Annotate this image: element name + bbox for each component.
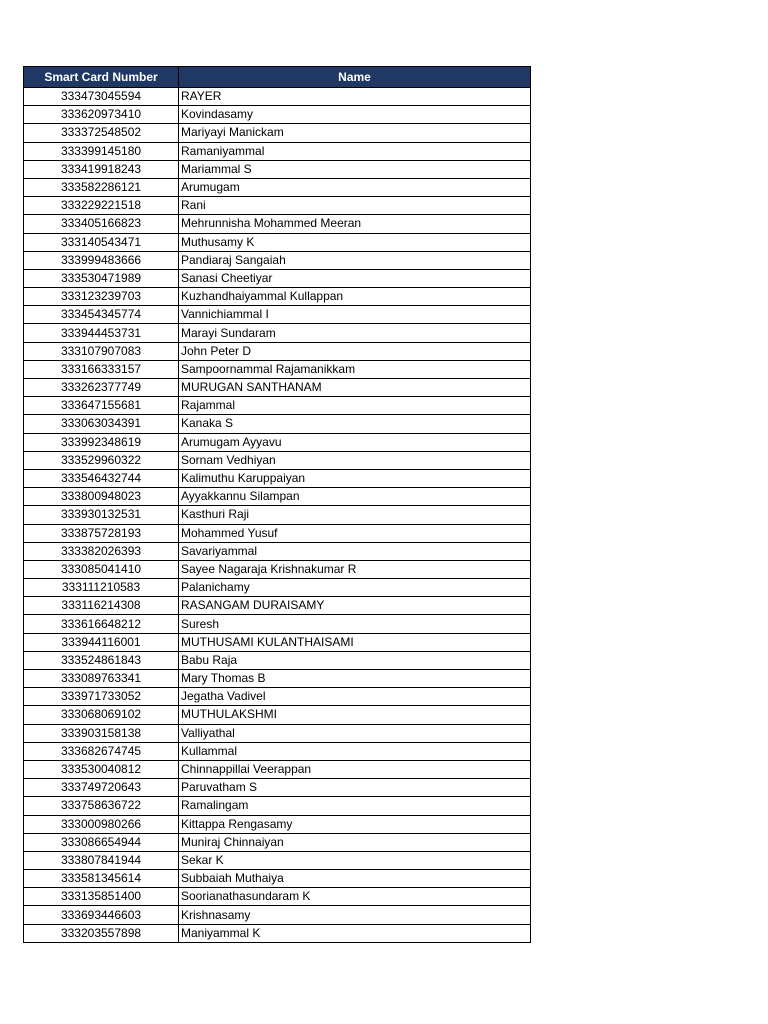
- table-row: [24, 324, 531, 342]
- smart-card-number-cell[interactable]: 333749720643: [24, 779, 179, 797]
- name-cell[interactable]: Kalimuthu Karuppaiyan: [179, 469, 531, 487]
- smart-card-number-cell[interactable]: 333111210583: [24, 579, 179, 597]
- name-cell[interactable]: Mehrunnisha Mohammed Meeran: [179, 215, 531, 233]
- name-cell[interactable]: Mariyayi Manickam: [179, 124, 531, 142]
- name-cell[interactable]: Kuzhandhaiyammal Kullappan: [179, 288, 531, 306]
- name-cell[interactable]: Subbaiah Muthaiya: [179, 870, 531, 888]
- smart-card-number-cell[interactable]: 333419918243: [24, 160, 179, 178]
- smart-card-number-cell[interactable]: 333116214308: [24, 597, 179, 615]
- table-row: [24, 670, 531, 688]
- smart-card-number-cell[interactable]: 333992348619: [24, 433, 179, 451]
- table-row: [24, 469, 531, 487]
- table-row: [24, 760, 531, 778]
- smart-card-number-cell[interactable]: 333399145180: [24, 142, 179, 160]
- smart-card-number-cell[interactable]: 333000980266: [24, 815, 179, 833]
- name-cell[interactable]: Sekar K: [179, 851, 531, 869]
- name-cell[interactable]: Pandiaraj Sangaiah: [179, 251, 531, 269]
- table-row: [24, 506, 531, 524]
- table-row: [24, 924, 531, 942]
- smart-card-number-cell[interactable]: 333693446603: [24, 906, 179, 924]
- name-cell[interactable]: Valliyathal: [179, 724, 531, 742]
- name-cell[interactable]: Savariyammal: [179, 542, 531, 560]
- smart-card-number-cell[interactable]: 333089763341: [24, 670, 179, 688]
- name-cell[interactable]: Sampoornammal Rajamanikkam: [179, 360, 531, 378]
- name-cell[interactable]: Babu Raja: [179, 651, 531, 669]
- table-row: [24, 360, 531, 378]
- header-row: [24, 67, 531, 88]
- smart-card-number-cell[interactable]: 333903158138: [24, 724, 179, 742]
- name-cell[interactable]: Muthusamy K: [179, 233, 531, 251]
- smart-card-number-cell[interactable]: 333372548502: [24, 124, 179, 142]
- table-row: [24, 906, 531, 924]
- smart-card-number-cell[interactable]: 333944453731: [24, 324, 179, 342]
- name-cell[interactable]: Mohammed Yusuf: [179, 524, 531, 542]
- table-row: [24, 160, 531, 178]
- smart-card-number-cell[interactable]: 333140543471: [24, 233, 179, 251]
- name-cell[interactable]: Palanichamy: [179, 579, 531, 597]
- name-cell[interactable]: John Peter D: [179, 342, 531, 360]
- table-row: [24, 870, 531, 888]
- smart-card-number-cell[interactable]: 333647155681: [24, 397, 179, 415]
- name-cell[interactable]: Paruvatham S: [179, 779, 531, 797]
- table-row: [24, 197, 531, 215]
- smart-card-number-cell[interactable]: 333807841944: [24, 851, 179, 869]
- name-cell[interactable]: MUTHULAKSHMI: [179, 706, 531, 724]
- table-row: [24, 888, 531, 906]
- table-row: [24, 779, 531, 797]
- table-row: [24, 397, 531, 415]
- smart-card-number-cell[interactable]: 333800948023: [24, 488, 179, 506]
- table-row: [24, 142, 531, 160]
- name-cell[interactable]: Rajammal: [179, 397, 531, 415]
- name-cell[interactable]: Marayi Sundaram: [179, 324, 531, 342]
- smart-card-number-cell[interactable]: 333166333157: [24, 360, 179, 378]
- name-cell[interactable]: Maniyammal K: [179, 924, 531, 942]
- name-cell[interactable]: Sayee Nagaraja Krishnakumar R: [179, 560, 531, 578]
- name-cell[interactable]: Ramalingam: [179, 797, 531, 815]
- smart-card-number-cell[interactable]: 333875728193: [24, 524, 179, 542]
- table-row: [24, 342, 531, 360]
- table-row: [24, 215, 531, 233]
- smart-card-number-cell[interactable]: 333203557898: [24, 924, 179, 942]
- smart-card-number-cell[interactable]: 333616648212: [24, 615, 179, 633]
- name-cell[interactable]: Suresh: [179, 615, 531, 633]
- smart-card-number-cell[interactable]: 333999483666: [24, 251, 179, 269]
- name-cell[interactable]: Ramaniyammal: [179, 142, 531, 160]
- smart-card-number-cell[interactable]: 333382026393: [24, 542, 179, 560]
- name-cell[interactable]: Krishnasamy: [179, 906, 531, 924]
- table-row: [24, 288, 531, 306]
- table-row: [24, 433, 531, 451]
- smart-card-number-cell[interactable]: 333107907083: [24, 342, 179, 360]
- smart-card-number-cell[interactable]: 333123239703: [24, 288, 179, 306]
- name-cell[interactable]: Rani: [179, 197, 531, 215]
- name-cell[interactable]: Sanasi Cheetiyar: [179, 269, 531, 287]
- table-row: [24, 451, 531, 469]
- table-row: [24, 124, 531, 142]
- table-row: [24, 88, 531, 106]
- smart-card-number-cell[interactable]: 333582286121: [24, 178, 179, 196]
- name-cell[interactable]: Kanaka S: [179, 415, 531, 433]
- table-row: [24, 633, 531, 651]
- table-row: [24, 651, 531, 669]
- smart-card-number-cell[interactable]: 333262377749: [24, 379, 179, 397]
- table-row: [24, 597, 531, 615]
- name-cell[interactable]: Ayyakkannu Silampan: [179, 488, 531, 506]
- table-row: [24, 106, 531, 124]
- table-body: [24, 88, 531, 943]
- table-row: [24, 233, 531, 251]
- smart-card-number-cell[interactable]: 333063034391: [24, 415, 179, 433]
- smart-card-number-cell[interactable]: 333454345774: [24, 306, 179, 324]
- table-row: [24, 306, 531, 324]
- smart-card-number-cell[interactable]: 333581345614: [24, 870, 179, 888]
- smart-card-number-cell[interactable]: 333085041410: [24, 560, 179, 578]
- table-row: [24, 178, 531, 196]
- name-cell[interactable]: Soorianathasundaram K: [179, 888, 531, 906]
- smart-card-number-cell[interactable]: 333620973410: [24, 106, 179, 124]
- table-row: [24, 815, 531, 833]
- table-row: [24, 851, 531, 869]
- smart-card-number-cell[interactable]: 333530471989: [24, 269, 179, 287]
- table-row: [24, 488, 531, 506]
- name-cell[interactable]: Kovindasamy: [179, 106, 531, 124]
- smart-card-number-cell[interactable]: 333405166823: [24, 215, 179, 233]
- name-cell[interactable]: RAYER: [179, 88, 531, 106]
- name-cell[interactable]: Mary Thomas B: [179, 670, 531, 688]
- smart-card-number-cell[interactable]: 333530040812: [24, 760, 179, 778]
- smart-card-number-cell[interactable]: 333086654944: [24, 833, 179, 851]
- smart-card-number-cell[interactable]: 333229221518: [24, 197, 179, 215]
- name-cell[interactable]: Muniraj Chinnaiyan: [179, 833, 531, 851]
- name-cell[interactable]: Arumugam Ayyavu: [179, 433, 531, 451]
- table-row: [24, 379, 531, 397]
- table-row: [24, 415, 531, 433]
- name-cell[interactable]: Chinnappillai Veerappan: [179, 760, 531, 778]
- name-cell[interactable]: Vannichiammal I: [179, 306, 531, 324]
- spreadsheet: [23, 66, 530, 943]
- name-cell[interactable]: Jegatha Vadivel: [179, 688, 531, 706]
- table-row: [24, 724, 531, 742]
- name-cell[interactable]: MURUGAN SANTHANAM: [179, 379, 531, 397]
- smart-card-number-cell[interactable]: 333529960322: [24, 451, 179, 469]
- table-row: [24, 797, 531, 815]
- smart-card-number-cell[interactable]: 333944116001: [24, 633, 179, 651]
- name-cell[interactable]: MUTHUSAMI KULANTHAISAMI: [179, 633, 531, 651]
- table-row: [24, 742, 531, 760]
- name-cell[interactable]: Kasthuri Raji: [179, 506, 531, 524]
- table-row: [24, 524, 531, 542]
- table-row: [24, 269, 531, 287]
- name-cell[interactable]: RASANGAM DURAISAMY: [179, 597, 531, 615]
- table-row: [24, 560, 531, 578]
- table-row: [24, 615, 531, 633]
- name-cell[interactable]: Arumugam: [179, 178, 531, 196]
- name-cell[interactable]: Mariammal S: [179, 160, 531, 178]
- smart-card-number-cell[interactable]: 333758636722: [24, 797, 179, 815]
- table-row: [24, 706, 531, 724]
- table-row: [24, 579, 531, 597]
- name-cell[interactable]: Kullammal: [179, 742, 531, 760]
- table-row: [24, 688, 531, 706]
- header-name: Name: [179, 67, 531, 88]
- smart-card-number-cell[interactable]: 333068069102: [24, 706, 179, 724]
- name-cell[interactable]: Kittappa Rengasamy: [179, 815, 531, 833]
- table-row: [24, 251, 531, 269]
- smart-card-number-cell[interactable]: 333682674745: [24, 742, 179, 760]
- name-cell[interactable]: Sornam Vedhiyan: [179, 451, 531, 469]
- smart-card-number-cell[interactable]: 333971733052: [24, 688, 179, 706]
- smart-card-number-cell[interactable]: 333135851400: [24, 888, 179, 906]
- smart-card-number-cell[interactable]: 333473045594: [24, 88, 179, 106]
- table-row: [24, 542, 531, 560]
- smart-card-number-cell[interactable]: 333930132531: [24, 506, 179, 524]
- header-smart-card-number: Smart Card Number: [24, 67, 179, 88]
- smart-card-number-cell[interactable]: 333524861843: [24, 651, 179, 669]
- smart-card-number-cell[interactable]: 333546432744: [24, 469, 179, 487]
- table-row: [24, 833, 531, 851]
- smart-card-table: [23, 66, 531, 943]
